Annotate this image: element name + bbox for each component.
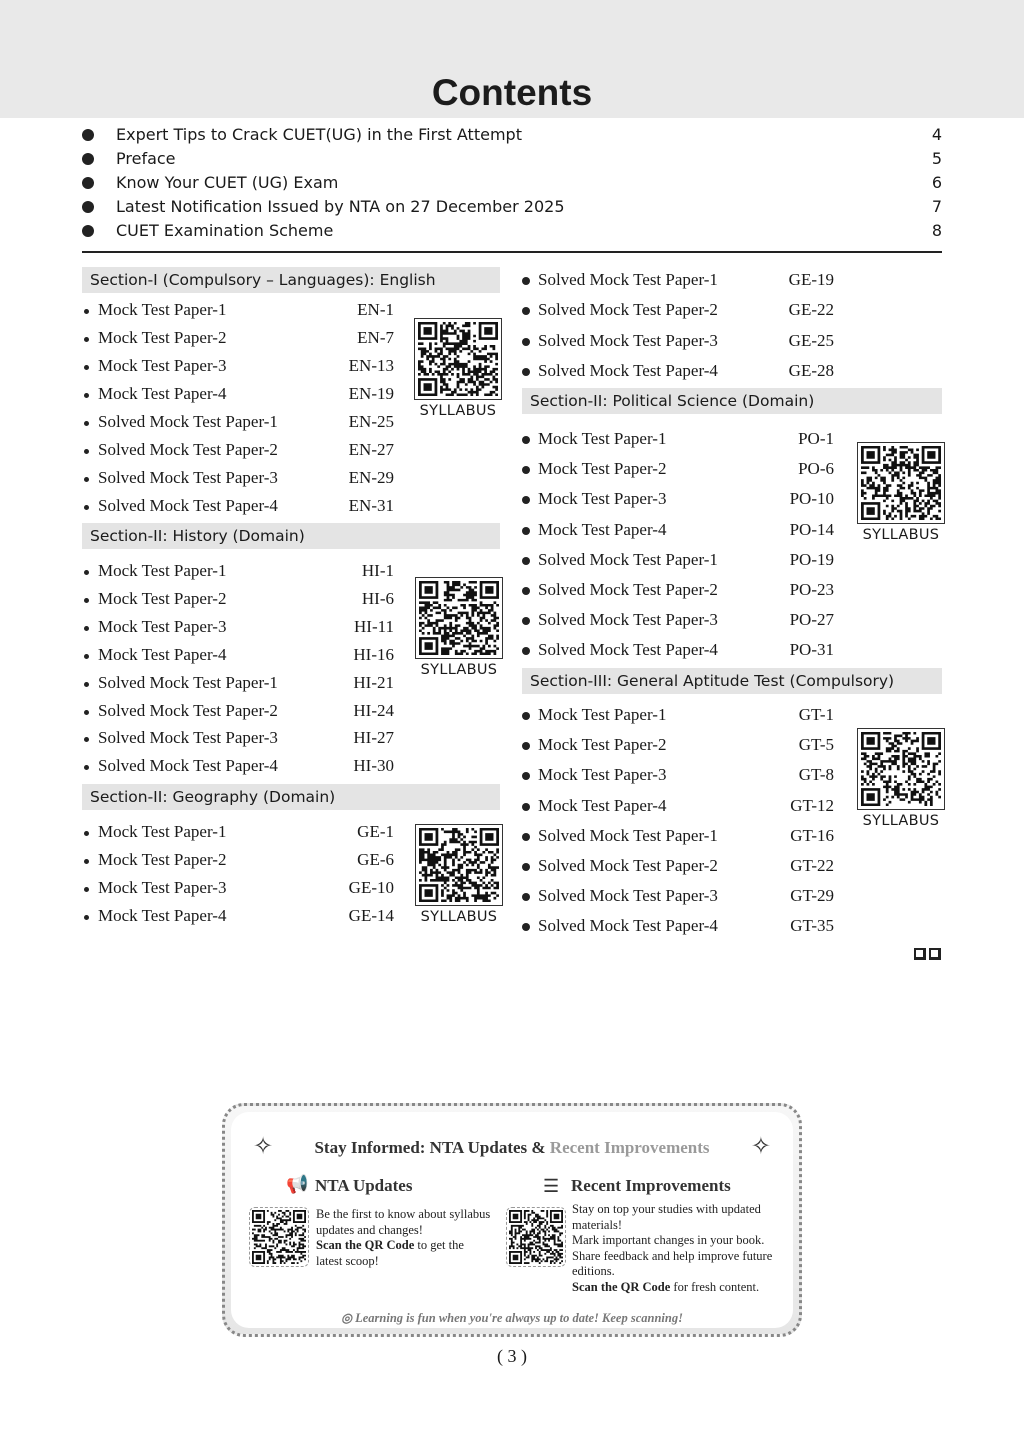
- entry-label: Mock Test Paper-2: [98, 850, 227, 869]
- entry-page: HI-24: [353, 700, 394, 720]
- entry-page: GE-28: [788, 360, 834, 380]
- entry-label: Solved Mock Test Paper-1: [538, 549, 718, 569]
- bullet-icon: [522, 712, 530, 720]
- toc-entry[interactable]: [522, 489, 834, 511]
- entry-page: GT-1: [798, 705, 834, 724]
- toc-entry[interactable]: [522, 886, 834, 908]
- toc-entry[interactable]: [82, 412, 394, 434]
- promo-title-accent: Recent Improvements: [549, 1138, 710, 1157]
- entry-page: GE-14: [348, 906, 394, 925]
- toc-entry[interactable]: [82, 561, 394, 583]
- entry-page: EN-31: [348, 496, 394, 515]
- toc-entry[interactable]: [522, 705, 834, 727]
- qr-code-icon: [414, 318, 502, 400]
- toc-entry[interactable]: [82, 328, 394, 350]
- stack-icon: ☰: [543, 1176, 560, 1196]
- promo-footer-text: Learning is fun when you're always up to date! Keep scanning!: [355, 1311, 683, 1325]
- entry-page: EN-7: [357, 328, 394, 347]
- entry-label: Solved Mock Test Paper-3: [538, 610, 718, 630]
- bullet-icon: [82, 153, 94, 165]
- section-heading: Section-I (Compulsory – Languages): English: [82, 267, 500, 293]
- bullet-icon: [82, 225, 94, 237]
- toc-entry[interactable]: [82, 468, 394, 490]
- nta-updates-qr[interactable]: [249, 1207, 309, 1267]
- promo-inner: [231, 1112, 793, 1328]
- toc-entry[interactable]: [82, 440, 394, 462]
- toc-entry[interactable]: [82, 645, 394, 667]
- bullet-icon: [522, 803, 530, 811]
- bullet-icon: [84, 915, 89, 920]
- section-heading: Section-II: Geography (Domain): [82, 784, 500, 810]
- bullet-icon: [84, 737, 89, 742]
- nta-text-2: to get the latest scoop!: [316, 1238, 464, 1268]
- entry-page: EN-27: [348, 440, 394, 459]
- bullet-icon: [84, 765, 89, 770]
- bullet-icon: [522, 436, 530, 444]
- bullet-icon: [84, 365, 89, 370]
- front-matter-list: [82, 123, 942, 243]
- toc-entry[interactable]: [522, 826, 834, 848]
- toc-entry[interactable]: [82, 617, 394, 639]
- bullet-icon: [84, 598, 89, 603]
- entry-label: Mock Test Paper-1: [98, 561, 227, 580]
- toc-entry[interactable]: [522, 856, 834, 878]
- toc-entry[interactable]: [82, 878, 394, 900]
- qr-caption: SYLLABUS: [862, 813, 940, 829]
- bullet-icon: [84, 859, 89, 864]
- entry-page: GE-22: [788, 300, 834, 320]
- entry-page: GT-12: [790, 795, 834, 815]
- entry-page: PO-19: [789, 549, 834, 569]
- entry-page: PO-1: [798, 429, 834, 448]
- item-page: 4: [931, 125, 942, 144]
- item-label: Expert Tips to Crack CUET(UG) in the First Attempt: [116, 125, 522, 144]
- entry-label: Solved Mock Test Paper-2: [538, 856, 718, 875]
- qr-code-icon: [857, 728, 945, 810]
- recent-text-1: Stay on top your studies with updated materials!: [572, 1202, 761, 1232]
- syllabus-qr[interactable]: [414, 577, 504, 678]
- item-page: 6: [931, 173, 942, 192]
- toc-entry[interactable]: [522, 640, 834, 662]
- bullet-icon: [522, 587, 530, 595]
- entry-label: Mock Test Paper-1: [98, 300, 227, 319]
- bullet-icon: [522, 307, 530, 315]
- bullet-icon: [522, 466, 530, 474]
- qr-caption: SYLLABUS: [420, 662, 498, 678]
- bullet-icon: [522, 338, 530, 346]
- section-heading: Section-III: General Aptitude Test (Compulsory): [522, 668, 942, 694]
- sparkle-icon: ✧: [750, 1134, 771, 1160]
- toc-entry[interactable]: [522, 765, 834, 787]
- toc-entry[interactable]: [82, 384, 394, 406]
- toc-entry[interactable]: [522, 735, 834, 757]
- recent-improvements-qr[interactable]: [506, 1207, 566, 1267]
- toc-entry[interactable]: [82, 701, 394, 723]
- bullet-icon: [84, 887, 89, 892]
- list-item[interactable]: [82, 123, 942, 147]
- bullet-icon: [84, 710, 89, 715]
- item-label: Know Your CUET (UG) Exam: [116, 173, 339, 192]
- list-item[interactable]: [82, 171, 942, 195]
- entry-label: Mock Test Paper-4: [98, 644, 227, 664]
- bullet-icon: [522, 923, 530, 931]
- item-page: 5: [931, 149, 942, 168]
- syllabus-qr[interactable]: [856, 728, 946, 829]
- toc-entry[interactable]: [522, 580, 834, 602]
- entry-label: Mock Test Paper-2: [538, 459, 667, 479]
- entry-label: Mock Test Paper-2: [98, 328, 227, 347]
- bullet-icon: [522, 368, 530, 376]
- entry-page: GE-25: [788, 330, 834, 350]
- entry-page: HI-30: [353, 756, 394, 776]
- bullet-icon: [522, 617, 530, 625]
- qr-code-icon: [415, 824, 503, 906]
- bullet-icon: [84, 393, 89, 398]
- toc-entry[interactable]: [522, 429, 834, 451]
- toc-entry[interactable]: [82, 300, 394, 322]
- entry-page: GE-19: [788, 270, 834, 289]
- toc-entry[interactable]: [82, 673, 394, 695]
- entry-page: HI-6: [361, 588, 394, 608]
- recent-text-2: Mark important changes in your book. Share feedback and help improve future editions.: [572, 1233, 773, 1278]
- bullet-icon: [522, 833, 530, 841]
- entry-page: HI-1: [361, 561, 394, 580]
- bullet-icon: [522, 772, 530, 780]
- toc-entry[interactable]: [82, 728, 394, 750]
- entry-page: EN-13: [348, 356, 394, 375]
- toc-entry[interactable]: [82, 822, 394, 844]
- entry-label: Solved Mock Test Paper-4: [538, 360, 718, 380]
- entry-label: Solved Mock Test Paper-4: [98, 496, 278, 515]
- bullet-icon: [84, 421, 89, 426]
- item-label: Latest Notification Issued by NTA on 27 December 2025: [116, 197, 565, 216]
- syllabus-qr[interactable]: [856, 442, 946, 543]
- entry-page: HI-11: [354, 616, 394, 636]
- entry-label: Solved Mock Test Paper-3: [98, 728, 278, 748]
- bullet-icon: [522, 863, 530, 871]
- entry-page: EN-25: [348, 412, 394, 431]
- entry-label: Solved Mock Test Paper-2: [98, 700, 278, 720]
- section-heading: Section-II: Political Science (Domain): [522, 388, 942, 414]
- entry-page: HI-21: [353, 672, 394, 692]
- entry-label: Mock Test Paper-4: [538, 795, 667, 815]
- bullet-icon: [522, 742, 530, 750]
- entry-label: Solved Mock Test Paper-1: [538, 270, 718, 289]
- entry-page: GT-5: [798, 735, 834, 755]
- promo-title: [231, 1138, 793, 1158]
- entry-page: GT-8: [798, 765, 834, 785]
- entry-label: Solved Mock Test Paper-3: [98, 468, 278, 487]
- bullet-icon: [522, 277, 530, 285]
- bullet-icon: [522, 527, 530, 535]
- nta-text-1: Be the first to know about syllabus updates and changes!: [316, 1207, 491, 1237]
- qr-code-icon: [857, 442, 945, 524]
- qr-caption: SYLLABUS: [420, 909, 498, 925]
- divider: [82, 251, 942, 253]
- toc-entry[interactable]: [522, 300, 834, 322]
- entry-label: Mock Test Paper-1: [98, 822, 227, 841]
- list-item[interactable]: [82, 195, 942, 219]
- entry-label: Mock Test Paper-1: [538, 705, 667, 724]
- entry-page: PO-6: [798, 459, 834, 479]
- qr-caption: SYLLABUS: [862, 527, 940, 543]
- toc-entry[interactable]: [522, 796, 834, 818]
- entry-label: Solved Mock Test Paper-1: [538, 825, 718, 845]
- bullet-icon: [84, 570, 89, 575]
- promo-title-main: Stay Informed: NTA Updates &: [314, 1138, 546, 1157]
- entry-label: Mock Test Paper-2: [98, 588, 227, 608]
- toc-entry[interactable]: [522, 916, 834, 938]
- toc-entry[interactable]: [82, 356, 394, 378]
- entry-page: HI-27: [353, 728, 394, 748]
- bullet-icon: [82, 177, 94, 189]
- nta-text-bold: Scan the QR Code: [316, 1238, 415, 1252]
- bullet-icon: [522, 496, 530, 504]
- entry-label: Solved Mock Test Paper-1: [98, 672, 278, 692]
- promo-footer: [231, 1310, 793, 1326]
- target-icon: ◎: [341, 1311, 352, 1325]
- toc-entry[interactable]: [82, 589, 394, 611]
- toc-entry[interactable]: [522, 331, 834, 353]
- list-item[interactable]: [82, 147, 942, 171]
- entry-page: GE-6: [357, 850, 394, 869]
- item-label: CUET Examination Scheme: [116, 221, 334, 240]
- entry-page: GE-1: [357, 822, 394, 841]
- entry-label: Mock Test Paper-4: [538, 519, 667, 539]
- toc-entry[interactable]: [82, 850, 394, 872]
- bullet-icon: [82, 201, 94, 213]
- toc-entry[interactable]: [82, 906, 394, 928]
- entry-page: GT-35: [790, 916, 834, 936]
- toc-entry[interactable]: [522, 550, 834, 572]
- syllabus-qr[interactable]: [413, 318, 503, 419]
- entry-label: Mock Test Paper-3: [538, 765, 667, 785]
- nta-updates-title: NTA Updates: [315, 1176, 413, 1195]
- list-item[interactable]: [82, 219, 942, 243]
- bullet-icon: [522, 647, 530, 655]
- entry-label: Solved Mock Test Paper-4: [538, 640, 718, 660]
- syllabus-qr[interactable]: [414, 824, 504, 925]
- sparkle-icon: ✧: [253, 1134, 274, 1160]
- entry-page: PO-27: [789, 610, 834, 630]
- recent-text-3: for fresh content.: [673, 1279, 760, 1294]
- entry-page: GE-10: [348, 878, 394, 897]
- page-title: Contents: [431, 72, 593, 113]
- qr-code-icon: [415, 577, 503, 659]
- entry-label: Solved Mock Test Paper-4: [98, 756, 278, 776]
- bullet-icon: [522, 893, 530, 901]
- entry-page: GT-22: [790, 856, 834, 875]
- qr-caption: SYLLABUS: [419, 403, 497, 419]
- entry-label: Mock Test Paper-4: [98, 384, 227, 403]
- entry-label: Mock Test Paper-3: [538, 489, 667, 509]
- toc-entry[interactable]: [522, 459, 834, 481]
- entry-page: PO-14: [789, 519, 834, 539]
- entry-label: Solved Mock Test Paper-2: [538, 300, 718, 320]
- item-label: Preface: [116, 149, 176, 168]
- toc-entry[interactable]: [522, 610, 834, 632]
- promo-box: [222, 1103, 802, 1337]
- toc-entry[interactable]: [522, 361, 834, 383]
- bullet-icon: [84, 449, 89, 454]
- bullet-icon: [82, 129, 94, 141]
- entry-page: PO-31: [789, 640, 834, 660]
- bullet-icon: [84, 831, 89, 836]
- bullet-icon: [522, 557, 530, 565]
- entry-page: GT-29: [790, 886, 834, 906]
- end-mark-icon: [914, 948, 942, 960]
- entry-label: Solved Mock Test Paper-3: [538, 886, 718, 906]
- entry-label: Solved Mock Test Paper-2: [98, 440, 278, 459]
- bullet-icon: [84, 682, 89, 687]
- toc-entry[interactable]: [82, 496, 394, 518]
- item-page: 7: [931, 197, 942, 216]
- bullet-icon: [84, 309, 89, 314]
- bullet-icon: [84, 654, 89, 659]
- page-number: ( 3 ): [497, 1346, 527, 1366]
- entry-page: PO-10: [789, 489, 834, 509]
- entry-page: EN-29: [348, 468, 394, 487]
- bullet-icon: [84, 626, 89, 631]
- toc-entry[interactable]: [522, 520, 834, 542]
- nta-updates-text: [316, 1207, 491, 1269]
- entry-label: Mock Test Paper-3: [98, 878, 227, 897]
- entry-page: EN-19: [348, 384, 394, 403]
- section-heading: Section-II: History (Domain): [82, 523, 500, 549]
- entry-label: Solved Mock Test Paper-1: [98, 412, 278, 431]
- item-page: 8: [931, 221, 942, 240]
- entry-label: Solved Mock Test Paper-4: [538, 916, 718, 936]
- bullet-icon: [84, 337, 89, 342]
- entry-page: PO-23: [789, 580, 834, 599]
- entry-label: Mock Test Paper-2: [538, 735, 667, 755]
- entry-label: Mock Test Paper-3: [98, 356, 227, 375]
- entry-label: Mock Test Paper-4: [98, 906, 227, 925]
- bullet-icon: [84, 505, 89, 510]
- toc-entry[interactable]: [82, 756, 394, 778]
- entry-page: GT-16: [790, 825, 834, 845]
- entry-label: Solved Mock Test Paper-3: [538, 330, 718, 350]
- recent-text-bold: Scan the QR Code: [572, 1279, 671, 1294]
- toc-entry[interactable]: [522, 270, 834, 292]
- entry-page: EN-1: [357, 300, 394, 319]
- entry-label: Solved Mock Test Paper-2: [538, 580, 718, 599]
- recent-improvements-text: [572, 1202, 790, 1295]
- bullet-icon: [84, 477, 89, 482]
- recent-improvements-title: Recent Improvements: [571, 1176, 731, 1195]
- entry-page: HI-16: [353, 644, 394, 664]
- entry-label: Mock Test Paper-3: [98, 616, 227, 636]
- entry-label: Mock Test Paper-1: [538, 429, 667, 448]
- megaphone-icon: 📢: [286, 1174, 309, 1194]
